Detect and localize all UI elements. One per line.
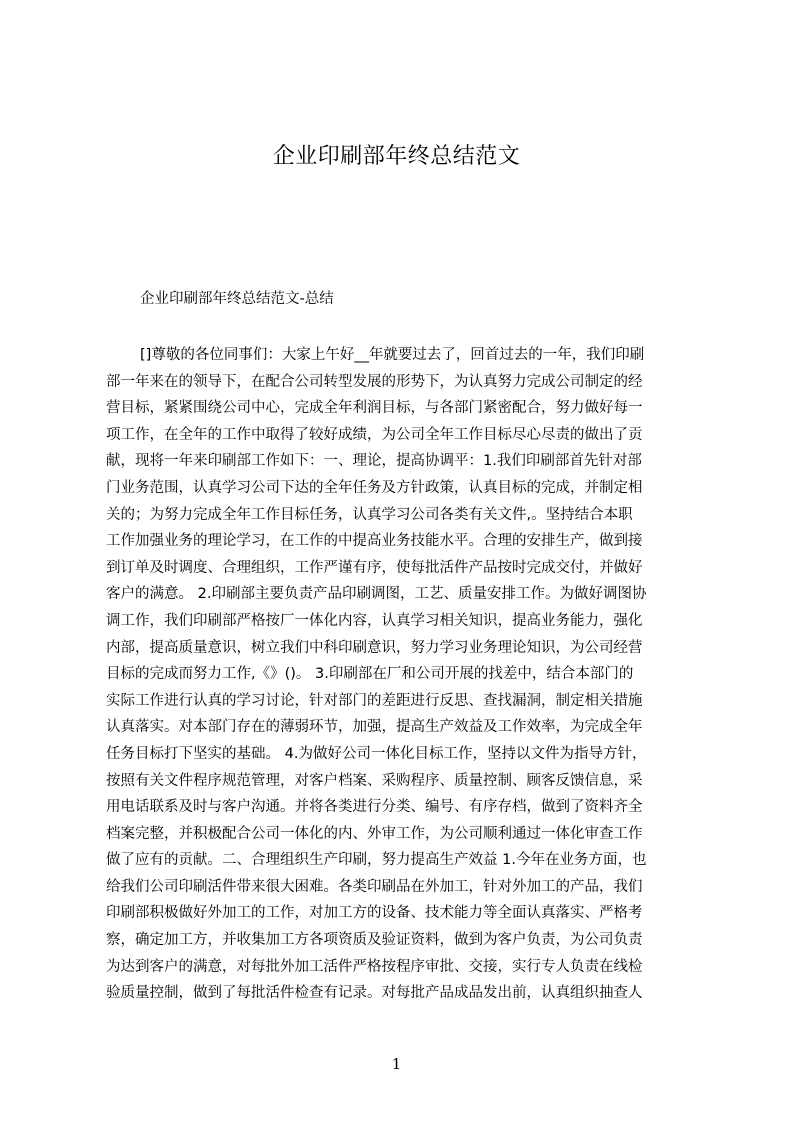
body-line: 为达到客户的满意，对每批外加工活件严格按程序审批、交接，实行专人负责在线检: [106, 958, 643, 975]
body-line: 客户的满意。 2.印刷部主要负责产品印刷调图，工艺、质量安排工作。为做好调图协: [106, 586, 647, 603]
body-line: 内部，提高质量意识，树立我们中科印刷意识，努力学习业务理论知识，为公司经营: [106, 639, 643, 656]
body-line: 献，现将一年来印刷部工作如下：一、理论，提高协调平：1.我们印刷部首先针对部: [106, 453, 642, 470]
body-line: 关的；为努力完成全年工作目标任务，认真学习公司各类有关文件,。坚持结合本职: [106, 506, 633, 523]
body-line: 认真落实。对本部门存在的薄弱环节，加强，提高生产效益及工作效率，为完成全年: [106, 719, 643, 736]
body-line: []尊敬的各位同事们：大家上午好__年就要过去了，回首过去的一年，我们印刷: [140, 347, 645, 363]
body-line: 察，确定加工方，并收集加工方各项资质及验证资料，做到为客户负责，为公司负责: [106, 932, 643, 949]
page-number: 1: [391, 1055, 402, 1073]
body-line: 做了应有的贡献。二、合理组织生产印刷，努力提高生产效益 1.今年在业务方面，也: [106, 852, 647, 869]
document-body: [106, 342, 706, 1007]
body-line: 调工作，我们印刷部严格按厂一体化内容，认真学习相关知识，提高业务能力，强化: [106, 612, 643, 629]
body-line: 到订单及时调度、合理组织，工作严谨有序，使每批活件产品按时完成交付，并做好: [106, 559, 643, 576]
body-line: 印刷部积极做好外加工的工作，对加工方的设备、技术能力等全面认真落实、严格考: [106, 905, 643, 922]
body-line: 项工作，在全年的工作中取得了较好成绩，为公司全年工作目标尽心尽责的做出了贡: [106, 426, 643, 443]
body-line: 部一年来在的领导下，在配合公司转型发展的形势下，为认真努力完成公司制定的经: [106, 373, 643, 390]
body-line: 给我们公司印刷活件带来很大困难。各类印刷品在外加工，针对外加工的产品，我们: [106, 878, 643, 895]
body-line: 验质量控制，做到了每批活件检查有记录。对每批产品成品发出前，认真组织抽查人: [106, 985, 643, 1002]
body-line: 用电话联系及时与客户沟通。并将各类进行分类、编号、有序存档，做到了资料齐全: [106, 799, 643, 816]
body-line: 实际工作进行认真的学习讨论，针对部门的差距进行反思、查找漏洞，制定相关措施: [106, 692, 643, 709]
body-line: 目标的完成而努力工作,《》()。 3.印刷部在厂和公司开展的找差中，结合本部门的: [106, 666, 634, 683]
body-line: 任务目标打下坚实的基础。 4.为做好公司一体化目标工作，坚持以文件为指导方针，: [106, 745, 647, 762]
body-line: 档案完整，并积极配合公司一体化的内、外审工作，为公司顺利通过一体化审查工作: [106, 825, 643, 842]
document-subtitle: 企业印刷部年终总结范文-总结: [140, 291, 334, 307]
body-line: 按照有关文件程序规范管理，对客户档案、采购程序、质量控制、顾客反馈信息，采: [106, 772, 643, 789]
body-line: 工作加强业务的理论学习，在工作的中提高业务技能水平。合理的安排生产，做到接: [106, 533, 643, 550]
body-line: 营目标，紧紧围绕公司中心，完成全年利润目标，与各部门紧密配合，努力做好每一: [106, 400, 643, 417]
document-title: 企业印刷部年终总结范文: [272, 144, 521, 169]
body-line: 门业务范围，认真学习公司下达的全年任务及方针政策，认真目标的完成，并制定相: [106, 479, 643, 496]
